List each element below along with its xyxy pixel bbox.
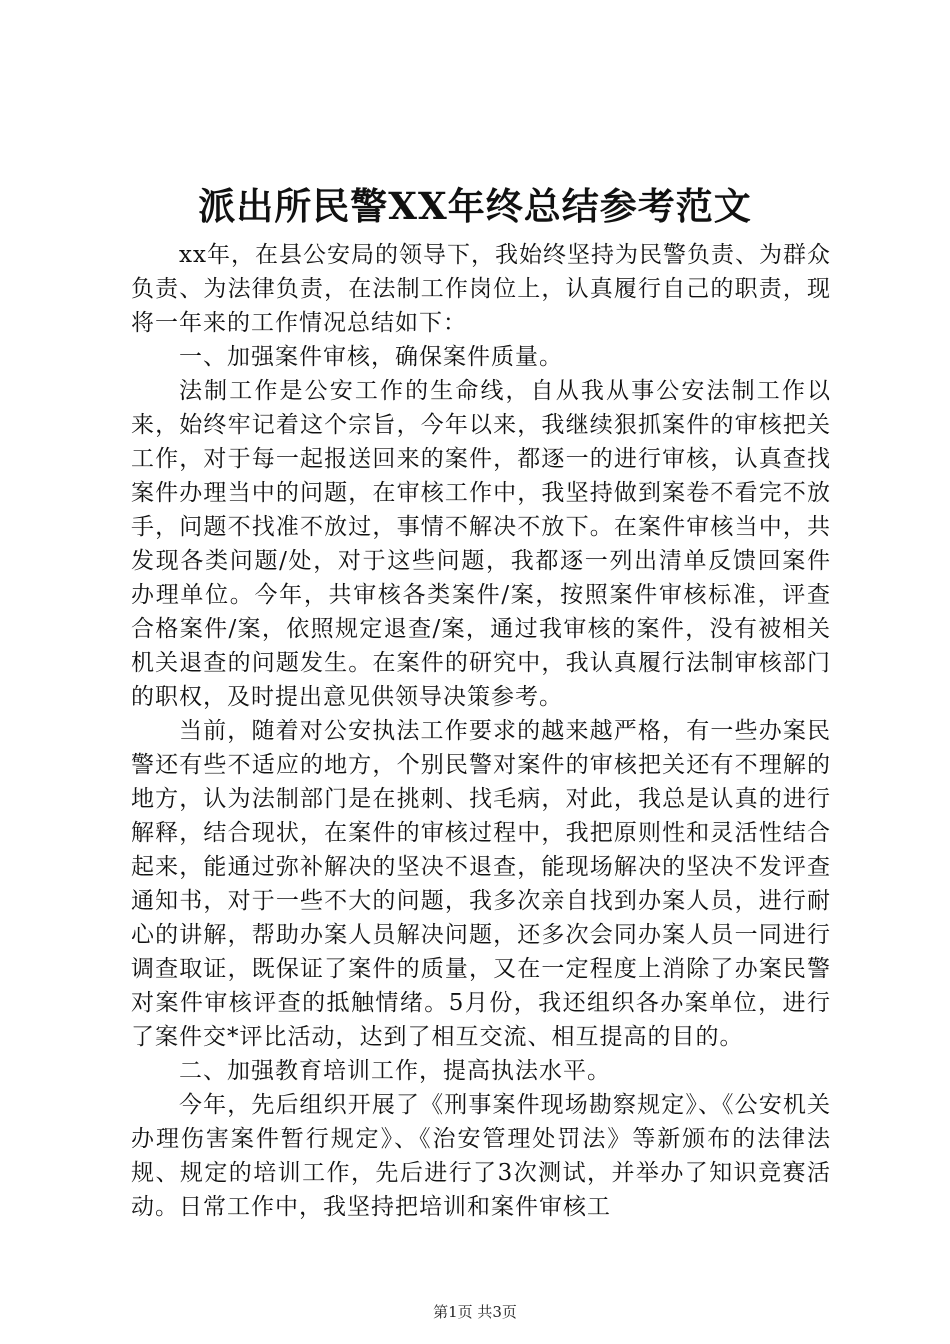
body-paragraph: 当前，随着对公安执法工作要求的越来越严格，有一些办案民警还有些不适应的地方，个别民警对案件的审核把关还有不理解的地方，认为法制部门是在挑刺、找毛病，对此，我总是认真的进行解释，结合现状，在案件的审核过程中，我把原则性和灵活性结合起来，能通过弥补解决的坚决不退查，能现场解决的坚决不发评查通知书，对于一些不大的问题，我多次亲自找到办案人员，进行耐心的讲解，帮助办案人员解决问题，还多次会同办案人员一同进行调查取证，既保证了案件的质量，又在一定程度上消除了办案民警对案件审核评查的抵触情绪。5月份，我还组织各办案单位，进行了案件交*评比活动，达到了相互交流、相互提高的目的。: [131, 718, 831, 1050]
body-paragraph: 今年，先后组织开展了《刑事案件现场勘察规定》、《公安机关办理伤害案件暂行规定》、《治安管理处罚法》等新颁布的法律法规、规定的培训工作，先后进行了3次测试，并举办了知识竞赛活动。日常工作中，我坚持把培训和案件审核工: [131, 1092, 831, 1220]
document-title: 派出所民警XX年终总结参考范文: [198, 184, 752, 228]
document-body: [131, 238, 831, 1224]
page-footer: 第1页 共3页: [433, 1303, 517, 1321]
body-paragraph: 法制工作是公安工作的生命线，自从我从事公安法制工作以来，始终牢记着这个宗旨，今年以来，我继续狠抓案件的审核把关工作，对于每一起报送回来的案件，都逐一的进行审核，认真查找案件办理当中的问题，在审核工作中，我坚持做到案卷不看完不放手，问题不找准不放过，事情不解决不放下。在案件审核当中，共发现各类问题/处，对于这些问题，我都逐一列出清单反馈回案件办理单位。今年，共审核各类案件/案，按照案件审核标准，评查合格案件/案，依照规定退查/案，通过我审核的案件，没有被相关机关退查的问题发生。在案件的研究中，我认真履行法制审核部门的职权，及时提出意见供领导决策参考。: [131, 378, 831, 710]
intro-paragraph: xx年，在县公安局的领导下，我始终坚持为民警负责、为群众负责、为法律负责，在法制工作岗位上，认真履行自己的职责，现将一年来的工作情况总结如下：: [131, 242, 831, 336]
section-heading-2: 二、加强教育培训工作，提高执法水平。: [179, 1058, 611, 1084]
section-heading-1: 一、加强案件审核，确保案件质量。: [179, 344, 563, 370]
